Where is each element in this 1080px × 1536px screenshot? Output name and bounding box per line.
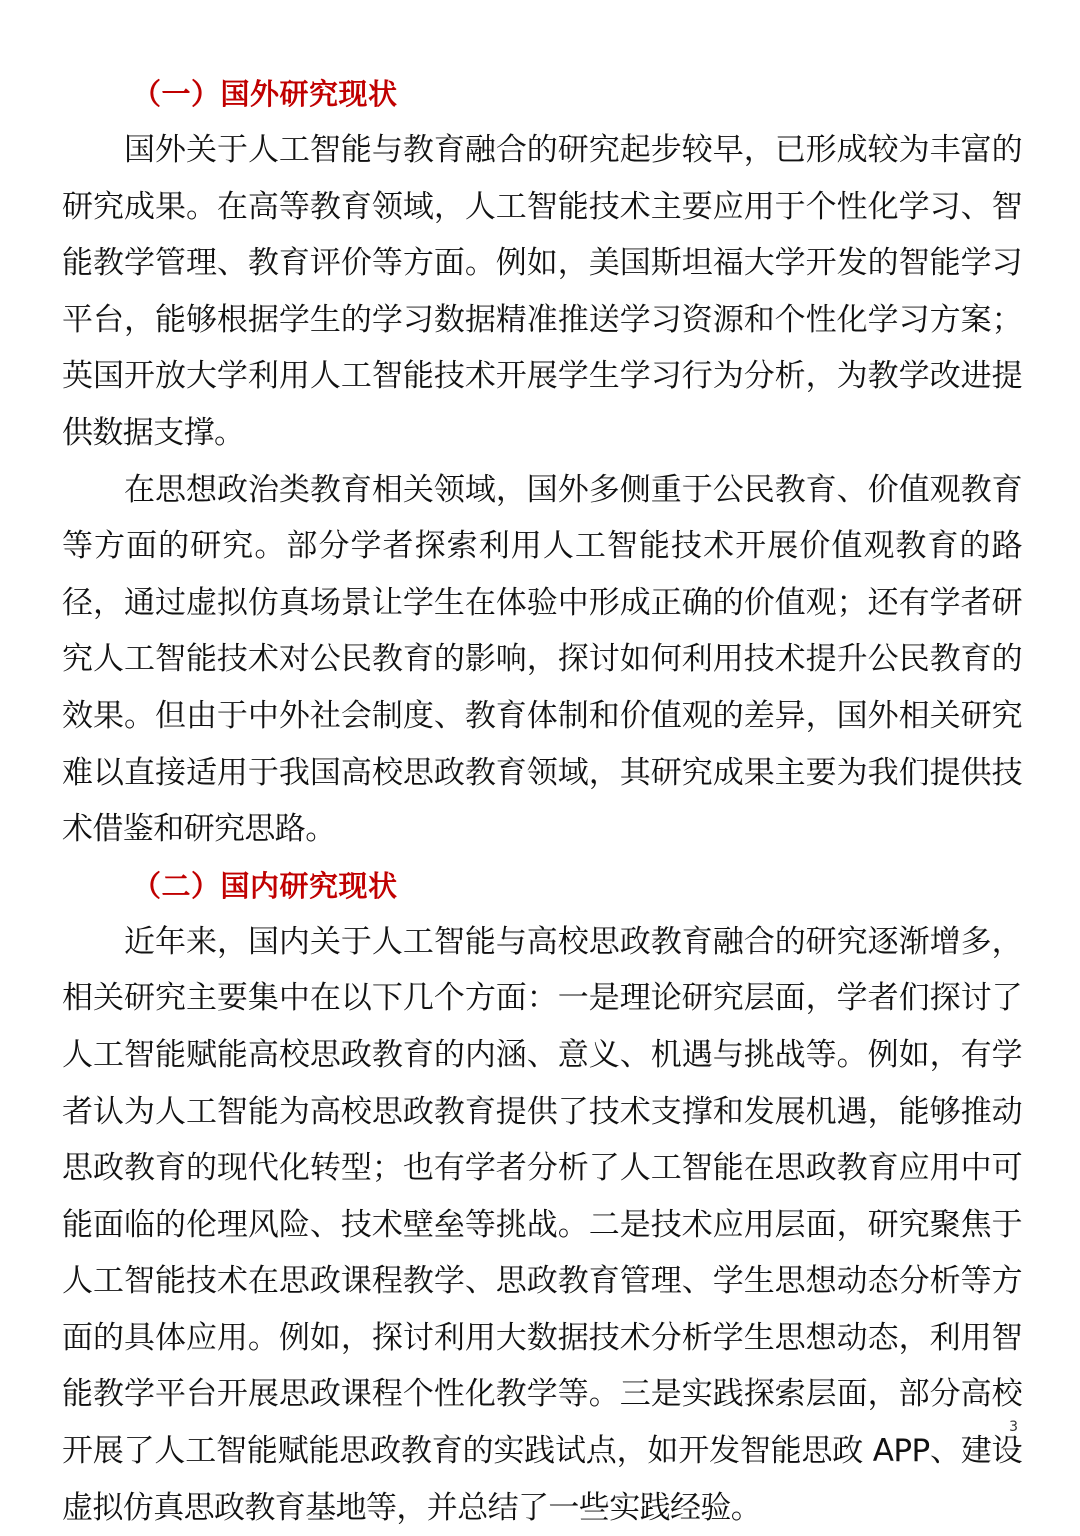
paragraph: 国外关于人工智能与教育融合的研究起步较早，已形成较为丰富的研究成果。在高等教育领域，人工智能技术主要应用于个性化学习、智能教学管理、教育评价等方面。例如，美国斯坦福大学开发的智能学习平台，能够根据学生的学习数据精准推送学习资源和个性化学习方案；英国开放大学利用人工智能技术开展学生学习行为分析，为教学改进提供数据支撑。 <box>62 132 1022 451</box>
section-heading: （一）国外研究现状 <box>132 77 398 111</box>
section-heading: （二）国内研究现状 <box>132 868 398 903</box>
section-domestic-research <box>62 858 1022 1536</box>
paragraph: 在思想政治类教育相关领域，国外多侧重于公民教育、价值观教育等方面的研究。部分学者探索利用人工智能技术开展价值观教育的路径，通过虚拟仿真场景让学生在体验中形成正确的价值观；还有学者研究人工智能技术对公民教育的影响，探讨如何利用技术提升公民教育的效果。但由于中外社会制度、教育体制和价值观的差异，国外相关研究难以直接适用于我国高校思政教育领域，其研究成果主要为我们提供技术借鉴和研究思路。 <box>62 471 1022 848</box>
paragraph: 近年来，国内关于人工智能与高校思政教育融合的研究逐渐增多，相关研究主要集中在以下几个方面：一是理论研究层面，学者们探讨了人工智能赋能高校思政教育的内涵、意义、机遇与挑战等。例如，有学者认为人工智能为高校思政教育提供了技术支撑和发展机遇，能够推动思政教育的现代化转型；也有学者分析了人工智能在思政教育应用中可能面临的伦理风险、技术壁垒等挑战。二是技术应用层面，研究聚焦于人工智能技术在思政课程教学、思政教育管理、学生思想动态分析等方面的具体应用。例如，探讨利用大数据技术分析学生思想动态，利用智能教学平台开展思政课程个性化教学等。三是实践探索层面，部分高校开展了人工智能赋能思政教育的实践试点，如开发智能思政 APP、建设虚拟仿真思政教育基地等，并总结了一些实践经验。 <box>62 923 1022 1526</box>
document-page <box>62 66 1022 1536</box>
section-foreign-research <box>62 66 1022 858</box>
page-number: 3 <box>1009 1419 1018 1435</box>
